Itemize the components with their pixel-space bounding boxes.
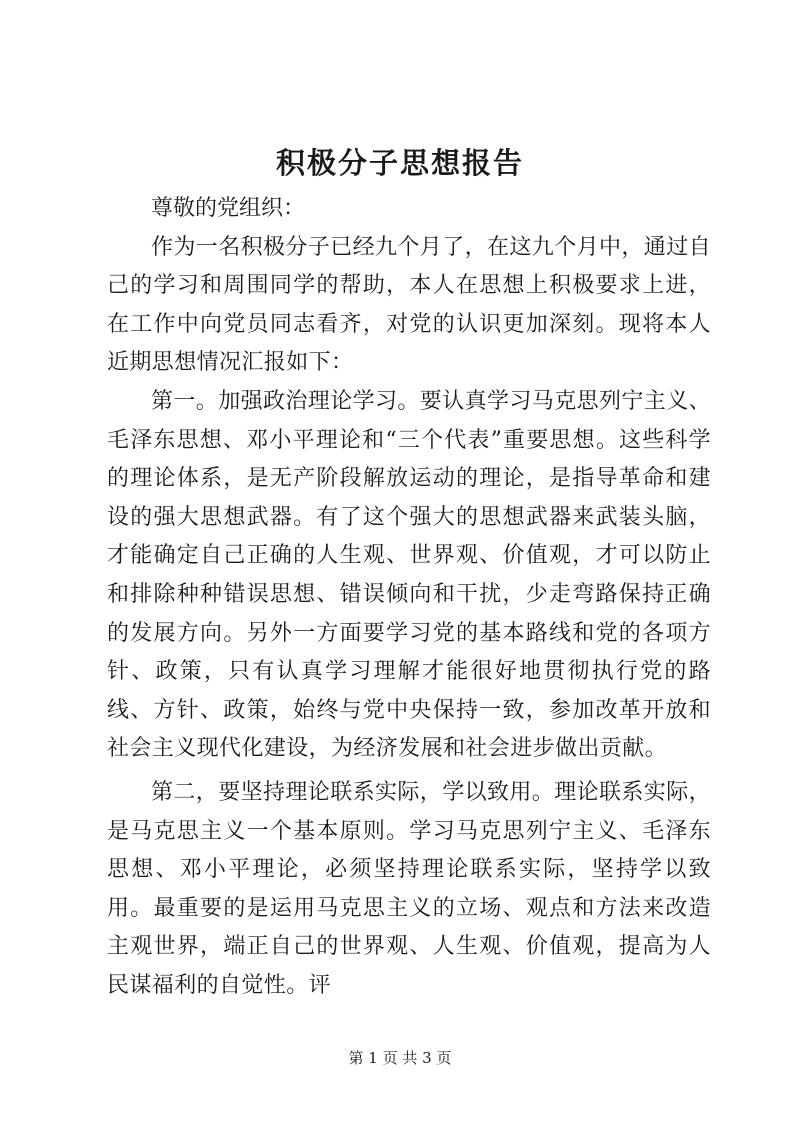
paragraph-intro: 作为一名积极分子已经九个月了，在这九个月中，通过自己的学习和周围同学的帮助，本人在思想上积极要求上进，在工作中向党员同志看齐，对党的认识更加深刻。现将本人近期思想情况汇报如下： bbox=[107, 234, 712, 376]
document-body bbox=[107, 190, 711, 1005]
page-footer: 第 1 页 共 3 页 bbox=[348, 1049, 452, 1067]
document-title: 积极分子思想报告 bbox=[275, 146, 524, 180]
paragraph-point-two: 第二，要坚持理论联系实际，学以致用。理论联系实际，是马克思主义一个基本原则。学习马克思列宁主义、毛泽东思想、邓小平理论，必须坚持理论联系实际，坚持学以致用。最重要的是运用马克思主义的立场、观点和方法来改造主观世界，端正自己的世界观、人生观、价值观，提高为人民谋福利的自觉性。评 bbox=[107, 779, 712, 998]
salutation: 尊敬的党组织： bbox=[151, 196, 306, 221]
paragraph-point-one: 第一。加强政治理论学习。要认真学习马克思列宁主义、毛泽东思想、邓小平理论和“三个代表”重要思想。这些科学的理论体系，是无产阶段解放运动的理论，是指导革命和建设的强大思想武器。有了这个强大的思想武器来武装头脑，才能确定自己正确的人生观、世界观、价值观，才可以防止和排除种种错误思想、错误倾向和干扰，少走弯路保持正确的发展方向。另外一方面要学习党的基本路线和党的各项方针、政策，只有认真学习理解才能很好地贯彻执行党的路线、方针、政策，始终与党中央保持一致，参加改革开放和社会主义现代化建设，为经济发展和社会进步做出贡献。 bbox=[107, 388, 712, 762]
